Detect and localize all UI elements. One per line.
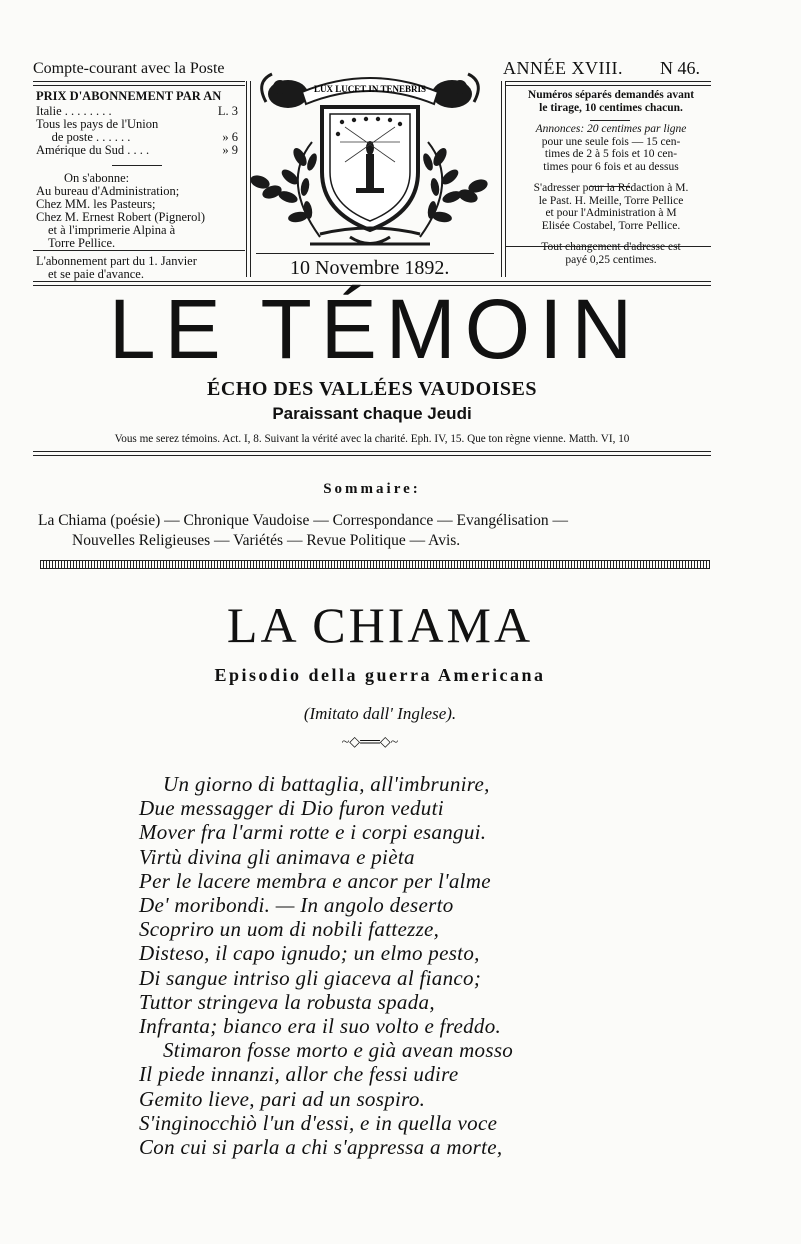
subscribe-line: Au bureau d'Administration; [36, 184, 180, 198]
summary-line-2: Nouvelles Religieuses — Variétés — Revue Politique — Avis. [72, 532, 461, 549]
newspaper-subtitle: ÉCHO DES VALLÉES VAUDOISES [207, 378, 537, 400]
issue-date: 10 Novembre 1892. [290, 257, 450, 279]
verse-line: Virtù divina gli animava e pièta [139, 844, 415, 869]
ornament-divider: ~◇══◇~ [341, 735, 399, 750]
subscribe-line: Chez M. Ernest Robert (Pignerol) [36, 210, 206, 224]
publication-frequency: Paraissant chaque Jeudi [272, 404, 472, 423]
subscribe-divider [33, 250, 245, 251]
subscribe-line: On s'abonne: [64, 171, 130, 185]
price-row-label: Amérique du Sud . . . . [36, 143, 150, 157]
price-row-value [238, 118, 242, 131]
price-row-label: Italie . . . . . . . . [36, 104, 112, 118]
header-left-top-rule [33, 81, 245, 86]
article-subtitle: Episodio della guerra Americana [214, 665, 546, 685]
verse-line: Mover fra l'armi rotte e i corpi esangui. [139, 820, 487, 845]
verse-line: De' moribondi. — In angolo deserto [139, 893, 454, 918]
price-row [36, 144, 242, 157]
start-line: L'abonnement part du 1. Janvier [36, 254, 197, 268]
newspaper-title: LE TÉMOIN [108, 282, 642, 376]
price-row-label: Tous les pays de l'Union [36, 117, 159, 131]
price-row-label: de poste . . . . . . [36, 130, 131, 144]
postal-account-note: Compte-courant avec la Poste [33, 60, 225, 77]
verse-line: Il piede innanzi, allor che fessi udire [139, 1062, 459, 1087]
emblem-graphic [250, 62, 490, 252]
header-right-side-rule [501, 81, 506, 277]
verse-line: Di sangue intriso gli giaceva al fianco; [139, 965, 482, 990]
header-right-divider-2 [590, 186, 630, 187]
verse-line: Un giorno di battaglia, all'imbrunire, [163, 772, 490, 796]
summary-line-1: La Chiama (poésie) — Chronique Vaudoise — Correspondance — Evangélisation — [38, 512, 569, 529]
poem [139, 772, 739, 1159]
price-row-value: » 9 [222, 143, 238, 157]
epigraph: Vous me serez témoins. Act. I, 8. Suivant la vérité avec la charité. Eph. IV, 15. Que ton règne vienne. Matth. VI, 10 [114, 433, 630, 445]
subscribe-line: Torre Pellice. [48, 236, 116, 250]
verse-line: Infranta; bianco era il suo volto e freddo. [139, 1014, 502, 1039]
verse-line: Con cui si parla a chi s'appressa a morte, [139, 1135, 503, 1160]
ornamental-rule [40, 560, 710, 569]
subscribe-line: et à l'imprimerie Alpina à [48, 223, 176, 237]
header-right-text: Numéros séparés demandés avant le tirage, 10 centimes chacun. Annonces: 20 centimes par ligne pour une seule fois — 15 cen- times de 2 à 5 fois et 10 cen- times pour 6 fois et au dessus S'adresser pour la Rédaction à M. le Past. H. Meille, Torre Pellice et pour l'Administration à M Elisée Costabel, Torre Pellice. Tout changement d'adresse est payé 0,25 centimes. [527, 89, 695, 266]
price-row-value: » 6 [222, 130, 238, 144]
verse-line: Disteso, il capo ignudo; un elmo pesto, [139, 941, 480, 966]
price-table [36, 105, 242, 157]
left-cherub-icon [262, 74, 308, 108]
emblem [250, 62, 490, 252]
date-rule [256, 253, 494, 254]
left-laurel-icon [250, 142, 320, 237]
verse-line: S'inginocchiò l'un d'essi, e in quella voce [139, 1110, 498, 1135]
right-cherub-icon [432, 74, 478, 108]
verse-line: Gemito lieve, pari ad un sospiro. [139, 1086, 426, 1111]
article-note: (Imitato dall' Inglese). [303, 704, 457, 723]
masthead-bottom-rule [33, 451, 711, 456]
verse-line: Tuttor stringeva la robusta spada, [139, 989, 435, 1014]
header-right-divider-1 [590, 120, 630, 121]
article-title: LA CHIAMA [226, 597, 534, 653]
summary-heading: Sommaire: [323, 481, 421, 497]
issue-number: N 46. [660, 58, 700, 78]
verse-line: Per le lacere membra e ancor per l'alme [139, 868, 491, 893]
header-right-top-rule [505, 81, 711, 86]
verse-line: Scopriro un uom di nobili fattezze, [139, 917, 440, 942]
year-label: ANNÉE XVIII. [503, 58, 623, 78]
subscription-start-note [36, 255, 246, 281]
verse-line: Stimaron fosse morto e già avean mosso [163, 1038, 514, 1063]
price-row-value: L. 3 [217, 104, 238, 118]
subscribe-line: Chez MM. les Pasteurs; [36, 197, 156, 211]
start-line: et se paie d'avance. [48, 267, 144, 281]
right-laurel-icon [420, 142, 489, 237]
price-divider [112, 165, 162, 166]
price-title: PRIX D'ABONNEMENT PAR AN [36, 89, 222, 103]
verse-line: Due messagger di Dio furon veduti [139, 796, 444, 821]
header-right-divider-3 [505, 246, 711, 247]
subscribe-info [36, 172, 246, 250]
motto-text: LUX LUCET IN TENEBRIS [314, 84, 426, 94]
